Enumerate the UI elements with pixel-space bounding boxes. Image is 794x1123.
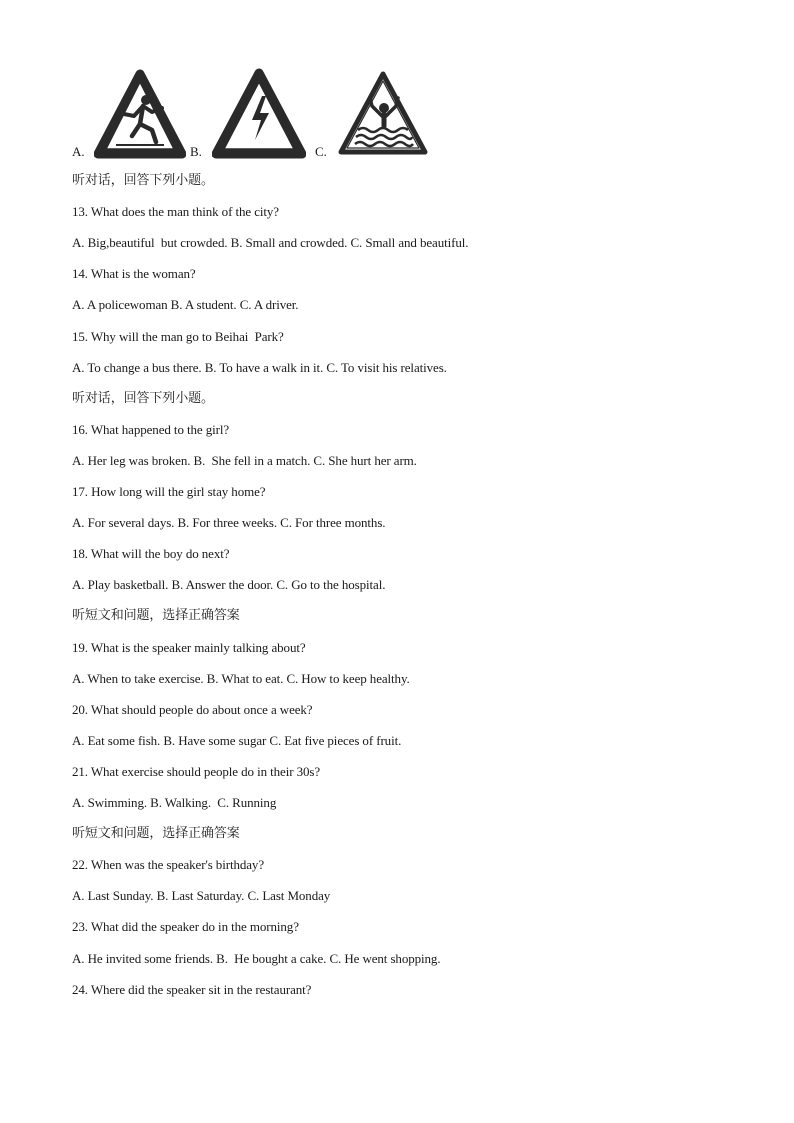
question-text: 19. What is the speaker mainly talking about? xyxy=(72,639,306,655)
drowning-warning-icon xyxy=(336,68,430,160)
answer-options: A. Her leg was broken. B. She fell in a match. C. She hurt her arm. xyxy=(72,452,417,468)
option-b-label: B. xyxy=(190,144,202,159)
option-c-label: C. xyxy=(315,144,327,159)
answer-options: A. Last Sunday. B. Last Saturday. C. Last Monday xyxy=(72,888,331,904)
answer-options: A. To change a bus there. B. To have a walk in it. C. To visit his relatives. xyxy=(72,359,447,375)
question-text: 17. How long will the girl stay home? xyxy=(72,484,266,499)
option-a-label: A. xyxy=(72,144,85,159)
question-text: 23. What did the speaker do in the morning? xyxy=(72,919,299,935)
answer-options: A. Swimming. B. Walking. C. Running xyxy=(72,795,277,810)
question-text: 13. What does the man think of the city? xyxy=(72,204,279,220)
section-instruction: 听短文和问题，选择正确答案 xyxy=(72,608,240,624)
answer-options: A. A policewoman B. A student. C. A driver. xyxy=(72,297,299,313)
section-instruction: 听短文和问题，选择正确答案 xyxy=(72,826,240,842)
question-text: 21. What exercise should people do in their 30s? xyxy=(72,763,321,779)
section-instruction: 听对话，回答下列小题。 xyxy=(72,173,214,188)
section-instruction: 听对话，回答下列小题。 xyxy=(72,390,214,406)
answer-options: A. For several days. B. For three weeks. C. For three months. xyxy=(72,515,386,531)
question-text: 22. When was the speaker's birthday? xyxy=(72,857,264,873)
answer-options: A. When to take exercise. B. What to eat. C. How to keep healthy. xyxy=(72,670,410,686)
answer-options: A. He invited some friends. B. He bought a cake. C. He went shopping. xyxy=(72,950,441,966)
answer-options: A. Big,beautiful but crowded. B. Small and crowded. C. Small and beautiful. xyxy=(72,235,469,251)
question-text: 16. What happened to the girl? xyxy=(72,421,230,437)
slip-warning-icon xyxy=(94,68,186,160)
electric-shock-warning-icon xyxy=(212,68,306,160)
answer-options: A. Eat some fish. B. Have some sugar C. Eat five pieces of fruit. xyxy=(72,732,402,748)
question-text: 14. What is the woman? xyxy=(72,266,196,282)
question-text: 20. What should people do about once a week? xyxy=(72,701,313,717)
question-text: 15. Why will the man go to Beihai Park? xyxy=(72,328,284,344)
question-text: 24. Where did the speaker sit in the restaurant? xyxy=(72,981,312,997)
answer-options: A. Play basketball. B. Answer the door. C. Go to the hospital. xyxy=(72,577,386,593)
picture-options-row xyxy=(72,68,492,160)
question-text: 18. What will the boy do next? xyxy=(72,546,230,562)
